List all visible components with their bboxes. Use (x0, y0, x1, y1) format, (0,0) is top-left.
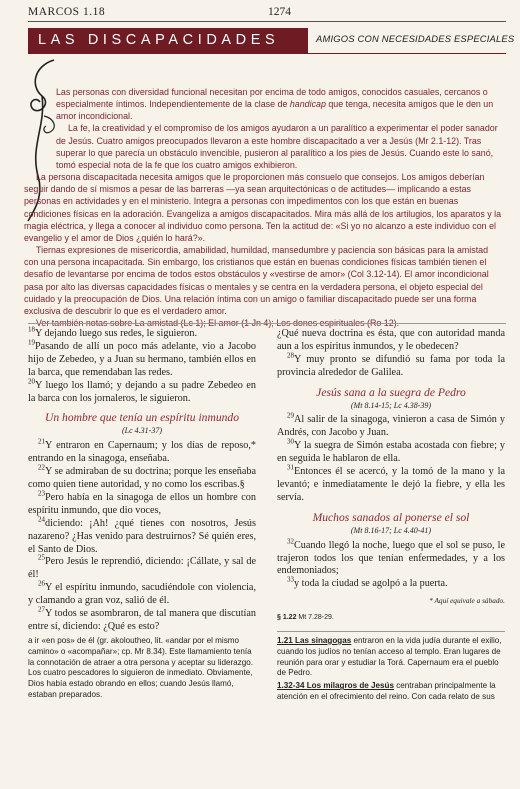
verse-28: $^{28}$Y muy pronto se difundió su fama por toda la provincia alrededor de Galilea. (277, 351, 505, 378)
article-title-banner: LAS DISCAPACIDADES (28, 28, 308, 53)
verse-18: $^{18}$Y dejando luego sus redes, le siguieron. (28, 325, 198, 339)
study-note-1-21: 1.21 Las sinagogas entraron en la vida judía durante el exilio, cuando los judíos no tenían acceso al templo. Eran lugares de reunión para orar y estudiar la Torá. Capernaum era el pueblo de Pedro. (277, 636, 502, 678)
article-subtitle: AMIGOS CON NECESIDADES ESPECIALES (316, 33, 515, 44)
verse-30: $^{30}$Y la suegra de Simón estaba acostada con fiebre; y en seguida le hablaron de ella. (277, 437, 505, 465)
verse-19: $^{19}$Pasando de allí un poco más adelante, vio a Jacobo hijo de Zebedeo, y a Juan su hermano, también ellos en la barca, que remendaban las redes. (28, 338, 256, 378)
page-header (28, 6, 506, 22)
verse-32: $^{32}$Cuando llegó la noche, luego que el sol se puso, le trajeron todos los que tenían enfermedades, y a los endemoniados; (277, 537, 505, 577)
verse-26: $^{26}$Y el espíritu inmundo, sacudiéndole con violencia, y clamando a gran voz, salió de él. (28, 579, 256, 607)
study-notes-left (28, 636, 256, 703)
verse-27: $^{27}$Y todos se asombraron, de tal manera que discutían entre sí, diciendo: ¿Qué es esto? (28, 605, 256, 632)
verse-31: $^{31}$Entonces él se acercó, y la tomó de la mano y la levantó; e inmediatamente le dejó la fiebre, y ella les servía. (277, 463, 505, 503)
study-note-continued: a ir «en pos» de él (gr. akoloutheo, lit. «andar por el mismo camino» o «acompañar»; cp. Mr 8.34). Este llamamiento tenía la connotación de atraer a otra persona y aceptar su liderazgo. Los cuatro pescadores lo siguieron de inmediato. Obviamente, Dios había estado obrando en ellos; cuando Jesús llamó, estaban preparados. (28, 636, 253, 699)
verse-21: $^{21}$Y entraron en Capernaum; y los días de reposo,* entrando en la sinagoga, enseñaba. (28, 437, 256, 465)
article-paragraph-2: La fe, la creatividad y el compromiso de los amigos ayudaron a un paralítico a experimentar el poder sanador de Jesús. Cuatro amigos preocupados llevaron a este hombre discapacitado a ver a Jesús (Mr 2.1-12). Tras superar lo que parecía un obstáculo invencible, pusieron al paralítico a los pies de Jesús. Cuando este lo sanó, tomó especial nota de la fe que los cuatro amigos exhibieron. (56, 123, 498, 170)
verse-20: $^{20}$Y luego los llamó; y dejando a su padre Zebedeo en la barca con los jornaleros, le siguieron. (28, 377, 256, 404)
article-paragraph-4: Tiernas expresiones de misericordia, amabilidad, humildad, mansedumbre y paciencia son básicas para la amistad con una persona incapacitada. Sin embargo, los cristianos que están en buenas condiciones físicas también tienen el desafío de levantarse por encima de todos estos obstáculos y «vestirse de amor» (Col 3.12-14). El amor incondicional pasa por alto las diversas capacidades físicas o mentales y se centra en la verdadera persona, el objeto especial del cuidado y la preocupación de Dios. Una relación íntima con un amigo o familiar discapacitado puede ser una forma exclusiva de descubrir lo que es el verdadero amor. (24, 245, 489, 316)
scripture-right-column (277, 328, 505, 625)
scripture-left-column (28, 325, 256, 634)
header-rule (28, 21, 506, 22)
section-heading-2-ref: (Mt 8.14-15; Lc 4.38-39) (350, 400, 432, 410)
verse-25: $^{25}$Pero Jesús le reprendió, diciendo: ¡Cállate, y sal de él! (28, 554, 256, 581)
verse-29: $^{29}$Al salir de la sinagoga, vinieron a casa de Simón y Andrés, con Jacobo y Juan. (277, 412, 505, 439)
verse-27-continued: ¿Qué nueva doctrina es ésta, que con autoridad manda aun a los espíritus inmundos, y le obedecen? (277, 328, 505, 352)
notes-rule (277, 631, 505, 632)
article-paragraph-3: La persona discapacitada necesita amigos que le proporcionen más consuelo que consejos. Los amigos deberían seguir dando de sí mismos a pesar de las barreras —ya sean arquitectónicas o de actitudes— implicando a estas personas en actividades y en el ministerio. Integra a personas con impedimentos con los que están en buenas condiciones físicas en la adoración. Evangeliza a amigos discapacitados. Mira más allá de los artilugios, los aparatos y la magia eléctrica, y llega a conocer al individuo como persona. Ten la actitud de: «Si yo no alcanzo a este individuo con el evangelio y el amor de Dios ¿quién lo hará?». (24, 172, 502, 243)
article-body (24, 86, 502, 329)
running-head-reference: MARCOS 1.18 (28, 6, 106, 18)
section-heading-1-ref: (Lc 4.31-37) (122, 426, 162, 436)
section-rule (28, 323, 506, 324)
footnote: * Aquí equivale a sábado. (429, 596, 505, 606)
verse-24: $^{24}$diciendo: ¡Ah! ¿qué tienes con nosotros, Jesús nazareno? ¿Has venido para destruirnos? Sé quién eres, el Santo de Dios. (28, 515, 256, 555)
banner-rule (28, 53, 506, 54)
article-paragraph-1: Las personas con diversidad funcional necesitan por encima de todo amigos, conocidos casuales, cercanos o especialmente íntimos. Independientemente de la clase de handicap que tenga, necesita amigos que le den un amor incondicional. (56, 87, 494, 122)
article-paragraph-5: Ver también notas sobre La amistad (Lc 1); El amor (1 Jn 4); Los dones espirituales (Ro 12). (36, 317, 400, 328)
page-number: 1274 (268, 6, 291, 18)
section-heading-1: Un hombre que tenía un espíritu inmundo (44, 411, 240, 425)
section-heading-3-ref: (Mt 8.16-17; Lc 4.40-41) (350, 525, 432, 535)
verse-33: $^{33}$y toda la ciudad se agolpó a la puerta. (287, 575, 448, 590)
verse-22: $^{22}$Y se admiraban de su doctrina; porque les enseñaba como quien tiene autoridad, y no como los escribas.§ (28, 463, 256, 490)
study-notes-right (277, 636, 505, 705)
verse-23: $^{23}$Pero había en la sinagoga de ellos un hombre con espíritu inmundo, que dio voces, (28, 489, 256, 516)
study-note-1-32: 1.32-34 Los milagros de Jesús centraban principalmente la atención en el ofrecimiento del reino. Con cada relato de sus (277, 681, 496, 701)
section-heading-3: Muchos sanados al ponerse el sol (312, 510, 470, 524)
section-heading-2: Jesús sana a la suegra de Pedro (316, 385, 466, 399)
cross-reference: § 1.22 Mt 7.28-29. (277, 614, 334, 622)
